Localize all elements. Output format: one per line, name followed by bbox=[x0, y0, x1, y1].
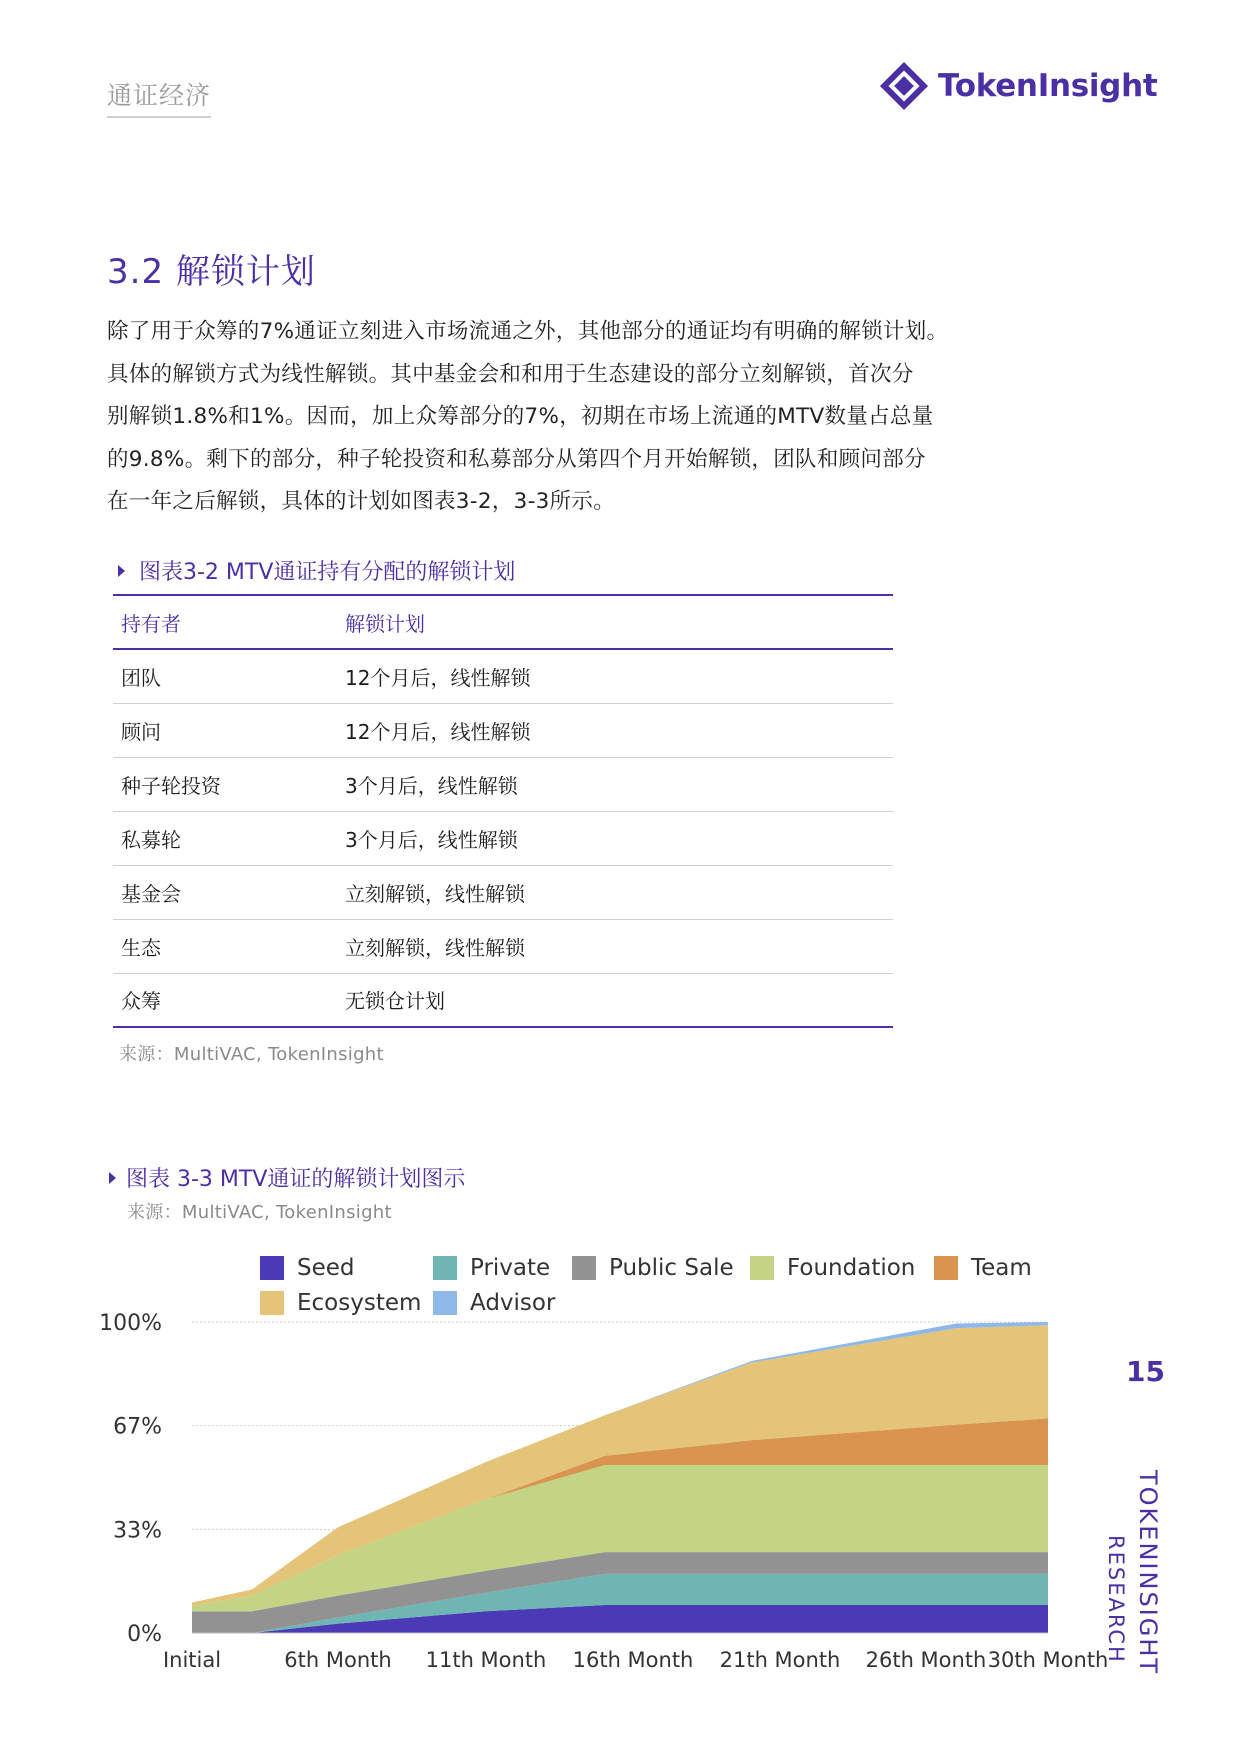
x-tick-label: 26th Month bbox=[865, 1648, 987, 1672]
holder-cell: 基金会 bbox=[113, 865, 337, 919]
column-header-plan: 解锁计划 bbox=[337, 595, 893, 649]
plan-cell: 12个月后，线性解锁 bbox=[337, 649, 893, 703]
table-source: 来源：MultiVAC, TokenInsight bbox=[119, 1044, 384, 1065]
plan-cell: 12个月后，线性解锁 bbox=[337, 703, 893, 757]
x-tick-label: 30th Month bbox=[987, 1648, 1109, 1672]
y-tick-label: 67% bbox=[113, 1414, 162, 1440]
section-title: 3.2 解锁计划 bbox=[107, 252, 316, 292]
body-line: 在一年之后解锁，具体的计划如图表3-2，3-3所示。 bbox=[107, 489, 616, 514]
body-line: 别解锁1.8%和1%。因而，加上众筹部分的7%，初期在市场上流通的MTV数量占总量 bbox=[107, 404, 934, 429]
plan-cell: 3个月后，线性解锁 bbox=[337, 811, 893, 865]
x-tick-label: 21th Month bbox=[719, 1648, 841, 1672]
x-tick-label: Initial bbox=[162, 1648, 222, 1672]
plan-cell: 3个月后，线性解锁 bbox=[337, 757, 893, 811]
plan-cell: 无锁仓计划 bbox=[337, 973, 893, 1027]
holder-cell: 私募轮 bbox=[113, 811, 337, 865]
x-tick-label: 11th Month bbox=[425, 1648, 547, 1672]
legend-label: Seed bbox=[297, 1255, 355, 1281]
body-line: 的9.8%。剩下的部分，种子轮投资和私募部分从第四个月开始解锁，团队和顾问部分 bbox=[107, 446, 926, 472]
body-line: 除了用于众筹的7%通证立刻进入市场流通之外，其他部分的通证均有明确的解锁计划。 bbox=[107, 319, 949, 344]
table-caption-text: 图表3-2 MTV通证持有分配的解锁计划 bbox=[139, 560, 516, 585]
x-tick-label: 16th Month bbox=[572, 1648, 694, 1672]
y-tick-label: 33% bbox=[113, 1518, 162, 1544]
holder-cell: 众筹 bbox=[113, 973, 337, 1027]
holder-cell: 顾问 bbox=[113, 703, 337, 757]
legend-label: Foundation bbox=[787, 1255, 916, 1281]
holder-cell: 生态 bbox=[113, 919, 337, 973]
body-line: 具体的解锁方式为线性解锁。其中基金会和和用于生态建设的部分立刻解锁，首次分 bbox=[107, 361, 914, 387]
y-tick-label: 100% bbox=[99, 1311, 162, 1336]
figure-source: 来源：MultiVAC, TokenInsight bbox=[127, 1202, 392, 1223]
legend-label: Private bbox=[470, 1255, 551, 1281]
holder-cell: 种子轮投资 bbox=[113, 757, 337, 811]
column-header-holder: 持有者 bbox=[113, 595, 337, 649]
vertical-research: RESEARCH bbox=[1104, 1535, 1128, 1664]
vertical-brand: TOKENINSIGHT bbox=[1134, 1470, 1162, 1676]
header-section-name: 通证经济 bbox=[107, 81, 212, 110]
legend-label: Public Sale bbox=[609, 1255, 734, 1281]
brand-name: TokenInsight bbox=[938, 68, 1158, 104]
plan-cell: 立刻解锁，线性解锁 bbox=[337, 919, 893, 973]
plan-cell: 立刻解锁，线性解锁 bbox=[337, 865, 893, 919]
x-tick-label: 6th Month bbox=[284, 1648, 392, 1672]
legend-label: Team bbox=[971, 1255, 1032, 1281]
legend-label: Advisor bbox=[470, 1290, 556, 1316]
y-tick-label: 0% bbox=[127, 1622, 162, 1647]
legend-label: Ecosystem bbox=[297, 1290, 422, 1316]
holder-cell: 团队 bbox=[113, 649, 337, 703]
page-number: 15 bbox=[1126, 1355, 1165, 1388]
figure-caption-text: 图表 3-3 MTV通证的解锁计划图示 bbox=[126, 1167, 466, 1192]
